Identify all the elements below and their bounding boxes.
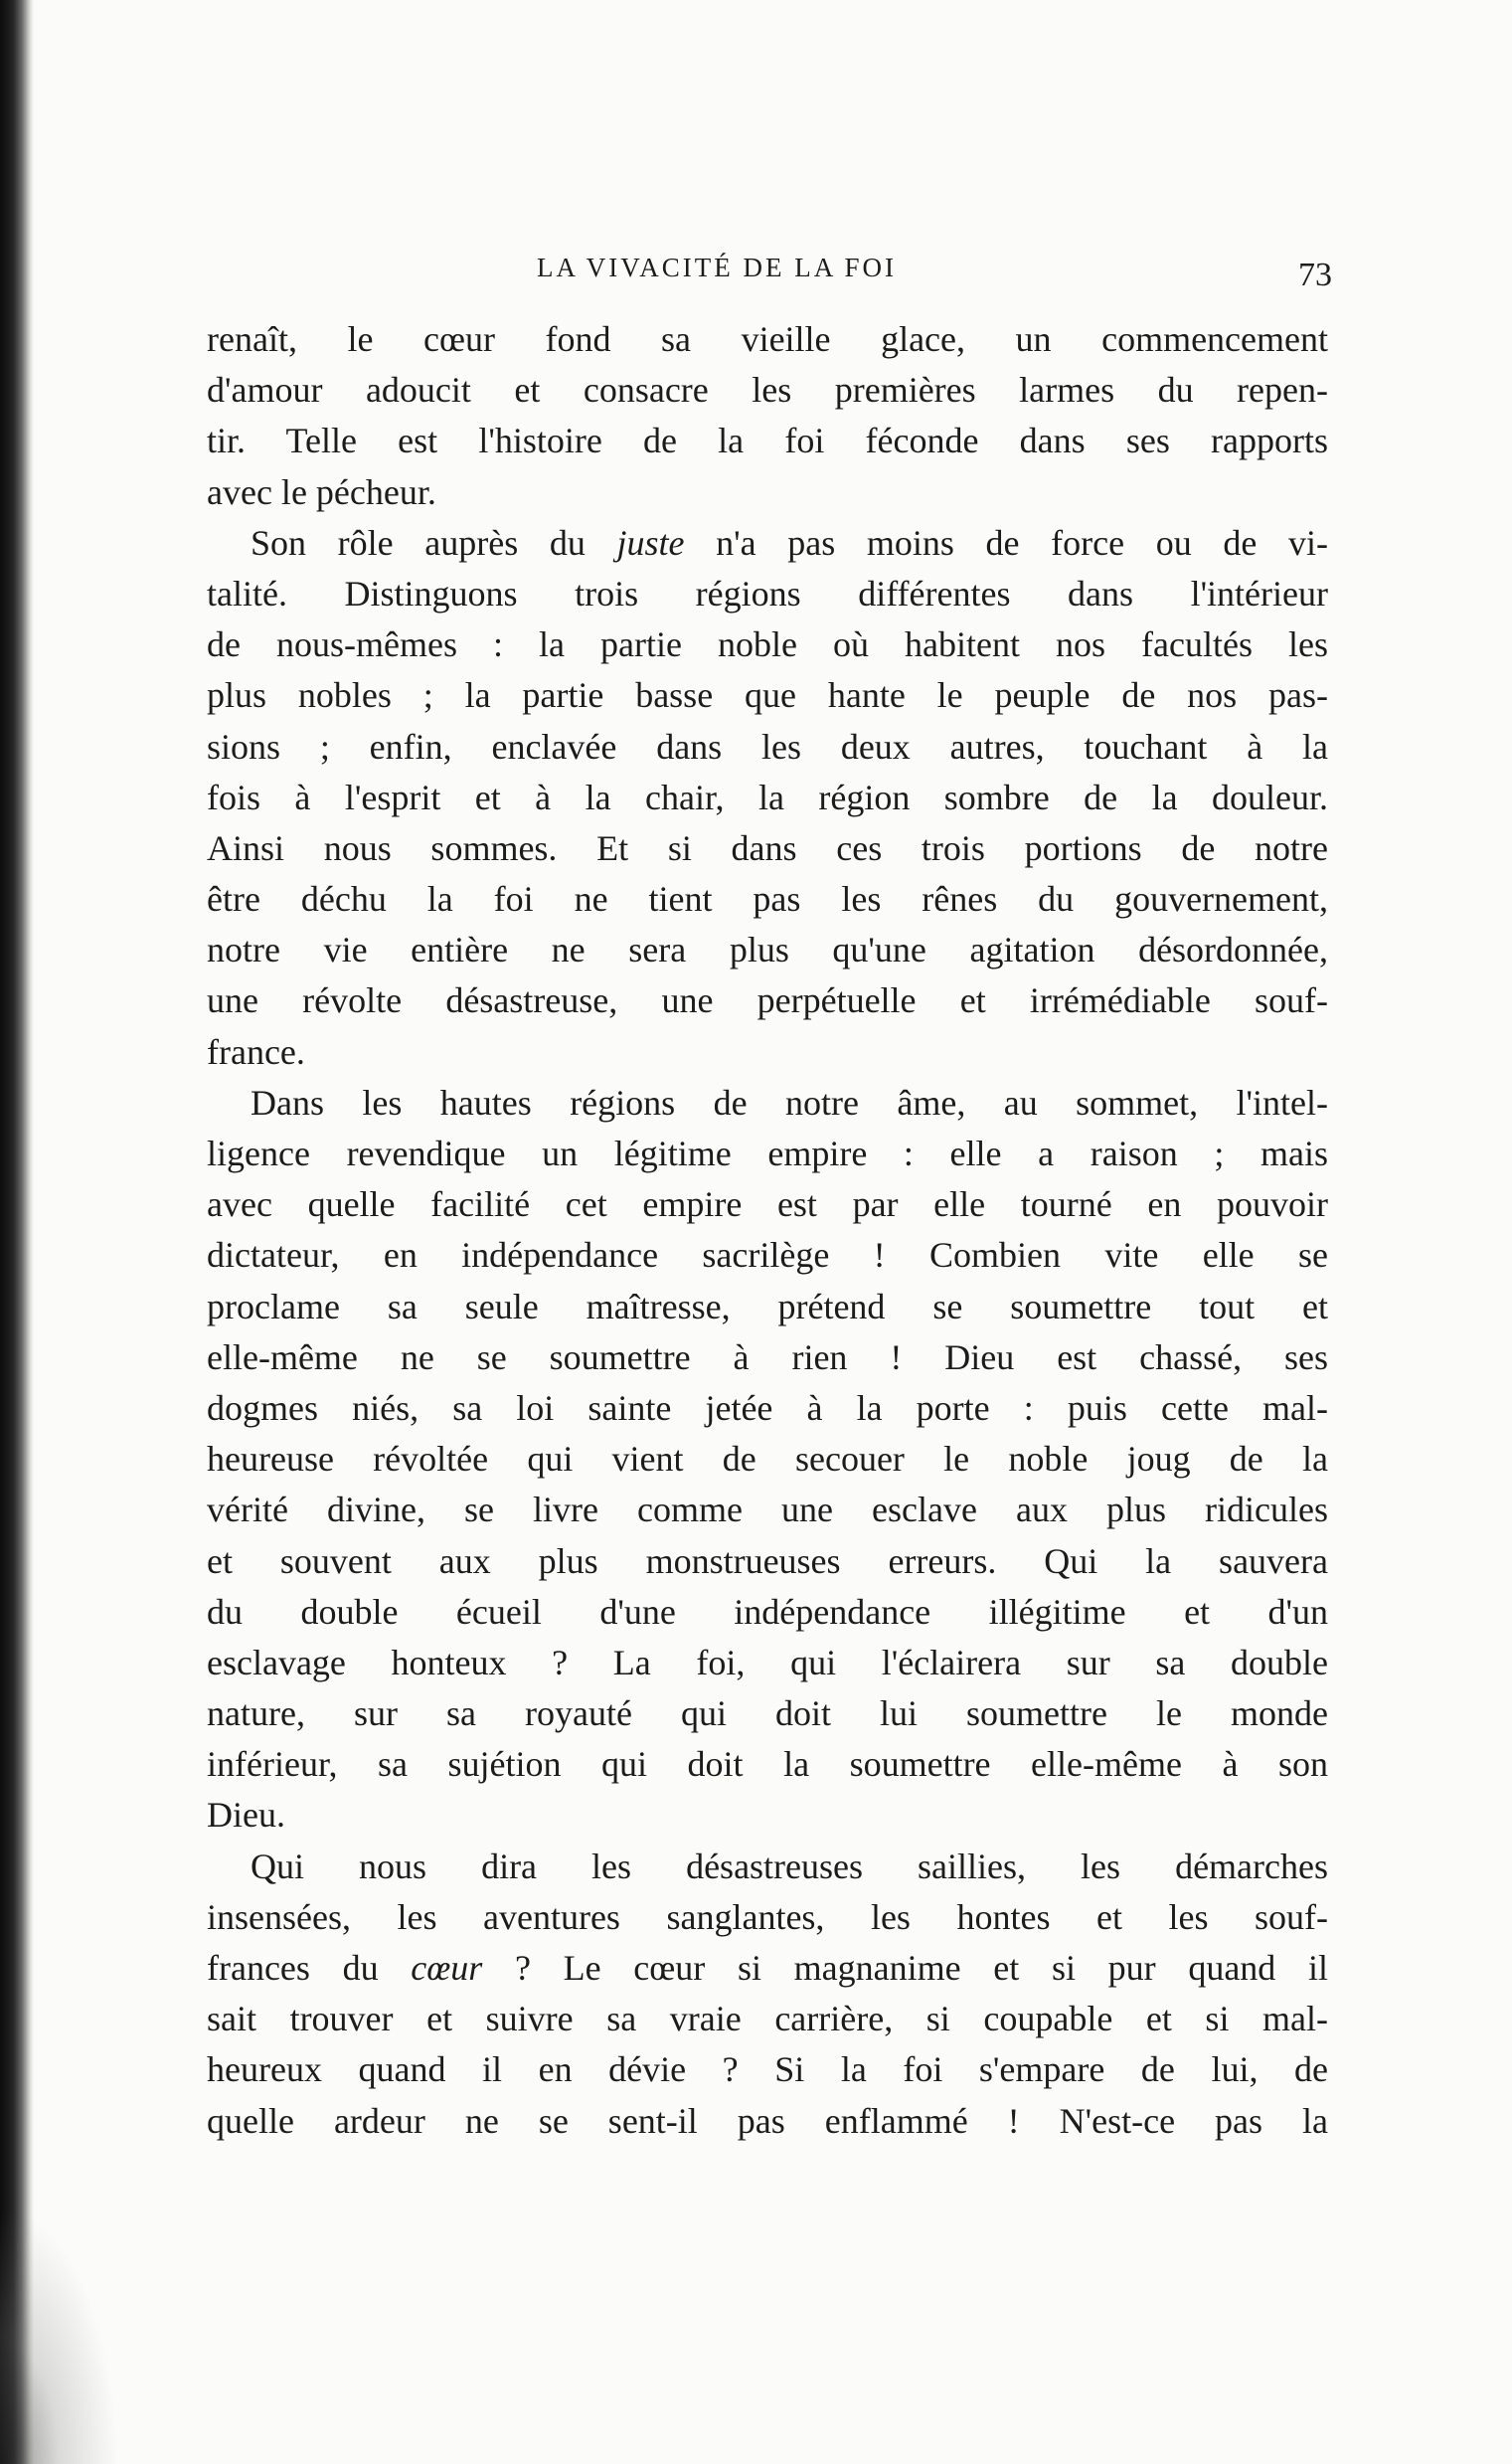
text-line: d'amour adoucit et consacre les premières larmes du repen- bbox=[207, 370, 1328, 411]
text-line: Dans les hautes régions de notre âme, au sommet, l'intel- bbox=[251, 1082, 1328, 1123]
text-line bbox=[207, 1943, 1328, 1994]
book-binding-edge bbox=[0, 0, 34, 2464]
text-line: sait trouver et suivre sa vraie carrière, si coupable et si mal- bbox=[207, 1999, 1328, 2039]
text-line: notre vie entière ne sera plus qu'une agitation désordonnée, bbox=[207, 930, 1328, 970]
text-line: vérité divine, se livre comme une esclave aux plus ridicules bbox=[207, 1490, 1328, 1530]
text-line: nature, sur sa royauté qui doit lui soumettre le monde bbox=[207, 1693, 1328, 1734]
text-line: proclame sa seule maîtresse, prétend se soumettre tout et bbox=[207, 1286, 1328, 1326]
text-line: du double écueil d'une indépendance illégitime et d'un bbox=[207, 1591, 1328, 1632]
text-line: Dieu. bbox=[207, 1795, 285, 1836]
text-line: dictateur, en indépendance sacrilège ! Combien vite elle se bbox=[207, 1235, 1328, 1276]
text-segment: n'a pas moins de force ou de vi- bbox=[684, 522, 1328, 563]
text-line: heureuse révoltée qui vient de secouer le noble joug de la bbox=[207, 1439, 1328, 1480]
text-line: une révolte désastreuse, une perpétuelle et irrémédiable souf- bbox=[207, 980, 1328, 1021]
text-line: de nous-mêmes : la partie noble où habitent nos facultés les bbox=[207, 624, 1328, 665]
text-line: plus nobles ; la partie basse que hante le peuple de nos pas- bbox=[207, 675, 1328, 716]
text-line: fois à l'esprit et à la chair, la région sombre de la douleur. bbox=[207, 777, 1328, 817]
text-segment: ? Le cœur si magnanime et si pur quand il bbox=[482, 1948, 1328, 1988]
text-line: talité. Distinguons trois régions différentes dans l'intérieur bbox=[207, 573, 1328, 614]
text-line: elle-même ne se soumettre à rien ! Dieu est chassé, ses bbox=[207, 1336, 1328, 1377]
text-segment: frances du bbox=[207, 1948, 412, 1988]
text-line: tir. Telle est l'histoire de la foi féconde dans ses rapports bbox=[207, 421, 1328, 461]
text-line: Ainsi nous sommes. Et si dans ces trois portions de notre bbox=[207, 827, 1328, 868]
body-text bbox=[207, 314, 1328, 2147]
text-line: dogmes niés, sa loi sainte jetée à la porte : puis cette mal- bbox=[207, 1387, 1328, 1428]
page-corner-shadow bbox=[0, 2205, 119, 2464]
page-number: 73 bbox=[1298, 257, 1332, 293]
running-header bbox=[199, 253, 1332, 292]
italic-word: cœur bbox=[411, 1948, 483, 1988]
text-line bbox=[207, 518, 1328, 569]
text-line: quelle ardeur ne se sent-il pas enflammé ! N'est-ce pas la bbox=[207, 2100, 1328, 2141]
text-line: ligence revendique un légitime empire : elle a raison ; mais bbox=[207, 1134, 1328, 1173]
text-segment: Son rôle auprès du bbox=[251, 522, 617, 563]
text-line: renaît, le cœur fond sa vieille glace, un commencement bbox=[207, 319, 1328, 359]
text-line: être déchu la foi ne tient pas les rênes du gouvernement, bbox=[207, 879, 1328, 920]
italic-word: juste bbox=[616, 522, 685, 563]
text-line: heureux quand il en dévie ? Si la foi s'empare de lui, de bbox=[207, 2049, 1328, 2090]
text-line: et souvent aux plus monstrueuses erreurs. Qui la sauvera bbox=[207, 1540, 1328, 1581]
text-line: france. bbox=[207, 1031, 305, 1072]
text-line: esclavage honteux ? La foi, qui l'éclairera sur sa double bbox=[207, 1642, 1328, 1682]
text-line: insensées, les aventures sanglantes, les hontes et les souf- bbox=[207, 1896, 1328, 1937]
text-line: avec quelle facilité cet empire est par elle tourné en pouvoir bbox=[207, 1184, 1328, 1225]
text-line: inférieur, sa sujétion qui doit la soumettre elle-même à son bbox=[207, 1744, 1328, 1785]
text-line: Qui nous dira les désastreuses saillies, les démarches bbox=[251, 1846, 1328, 1886]
running-title: LA VIVACITÉ DE LA FOI bbox=[537, 253, 898, 282]
text-line: avec le pécheur. bbox=[207, 471, 436, 512]
text-line: sions ; enfin, enclavée dans les deux autres, touchant à la bbox=[207, 726, 1328, 767]
